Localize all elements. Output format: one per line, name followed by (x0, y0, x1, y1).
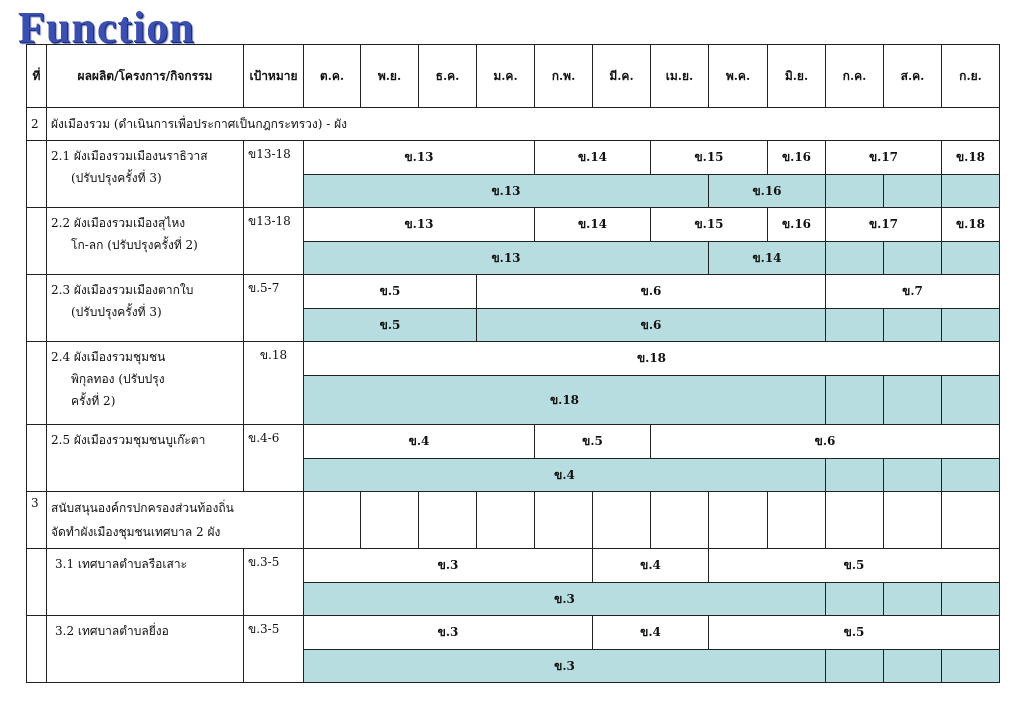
section-row (27, 492, 1000, 549)
item-no (27, 616, 47, 683)
actual-cell-empty (826, 242, 884, 275)
month-cell-empty (477, 492, 535, 549)
actual-cell-empty (826, 650, 884, 683)
plan-cell: ข.4 (593, 616, 709, 650)
plan-cell: ข.13 (304, 208, 535, 242)
item-no (27, 208, 47, 275)
page-title: Function (18, 3, 195, 52)
section-no: 3 (27, 492, 47, 549)
header-month: มิ.ย. (768, 45, 826, 108)
actual-cell: ข.13 (304, 242, 709, 275)
item-name: 3.2 เทศบาลตำบลยี่งอ (47, 616, 244, 683)
section-label: สนับสนุนองค์กรปกครองส่วนท้องถิ่น จัดทำผังเมืองชุมชนเทศบาล 2 ผัง (47, 492, 304, 549)
plan-cell: ข.15 (651, 141, 768, 175)
header-month: ก.ย. (942, 45, 1000, 108)
item-no (27, 275, 47, 342)
month-cell-empty (942, 492, 1000, 549)
item-target: ข13-18 (244, 141, 304, 208)
plan-row (27, 275, 1000, 309)
actual-cell: ข.18 (304, 376, 826, 425)
plan-cell: ข.16 (768, 208, 826, 242)
plan-cell: ข.15 (651, 208, 768, 242)
actual-cell-empty (884, 583, 942, 616)
plan-cell: ข.3 (304, 616, 593, 650)
actual-cell-empty (884, 175, 942, 208)
actual-cell: ข.5 (304, 309, 477, 342)
plan-cell: ข.13 (304, 141, 535, 175)
actual-cell-empty (884, 650, 942, 683)
month-cell-empty (419, 492, 477, 549)
item-target: ข.4-6 (244, 425, 304, 492)
actual-cell: ข.16 (709, 175, 826, 208)
actual-cell-empty (884, 242, 942, 275)
plan-row (27, 549, 1000, 583)
plan-cell: ข.5 (709, 549, 1000, 583)
item-target: ข.5-7 (244, 275, 304, 342)
plan-cell: ข.14 (535, 141, 651, 175)
actual-cell-empty (884, 459, 942, 492)
item-no (27, 425, 47, 492)
section-row (27, 108, 1000, 141)
plan-row (27, 141, 1000, 175)
header-row (27, 45, 1000, 108)
header-month: ก.พ. (535, 45, 593, 108)
header-month: ต.ค. (304, 45, 361, 108)
header-target: เป้าหมาย (244, 45, 304, 108)
actual-cell: ข.6 (477, 309, 826, 342)
item-name: 2.5 ผังเมืองรวมชุมชนบูเก๊ะตา (47, 425, 244, 492)
month-cell-empty (535, 492, 593, 549)
header-month: เม.ย. (651, 45, 709, 108)
item-no (27, 342, 47, 425)
plan-cell: ข.4 (593, 549, 709, 583)
actual-cell: ข.13 (304, 175, 709, 208)
plan-row (27, 616, 1000, 650)
actual-cell-empty (942, 376, 1000, 425)
header-month: พ.ค. (709, 45, 768, 108)
actual-cell-empty (942, 309, 1000, 342)
header-month: ส.ค. (884, 45, 942, 108)
month-cell-empty (768, 492, 826, 549)
actual-cell-empty (826, 309, 884, 342)
header-month: พ.ย. (361, 45, 419, 108)
plan-cell: ข.5 (709, 616, 1000, 650)
actual-cell-empty (826, 583, 884, 616)
actual-cell-empty (826, 376, 884, 425)
month-cell-empty (361, 492, 419, 549)
header-no: ที่ (27, 45, 47, 108)
actual-cell-empty (826, 459, 884, 492)
item-no (27, 549, 47, 616)
item-name: 2.2 ผังเมืองรวมเมืองสุไหง โก-ลก (ปรับปรุงครั้งที่ 2) (47, 208, 244, 275)
month-cell-empty (304, 492, 361, 549)
item-target: ข13-18 (244, 208, 304, 275)
header-item: ผลผลิต/โครงการ/กิจกรรม (47, 45, 244, 108)
plan-cell: ข.5 (304, 275, 477, 309)
section-no: 2 (27, 108, 47, 141)
month-cell-empty (826, 492, 884, 549)
plan-cell: ข.3 (304, 549, 593, 583)
header-month: ม.ค. (477, 45, 535, 108)
schedule-table (26, 44, 1000, 683)
actual-cell-empty (942, 175, 1000, 208)
plan-cell: ข.5 (535, 425, 651, 459)
plan-cell: ข.18 (942, 208, 1000, 242)
plan-cell: ข.6 (477, 275, 826, 309)
actual-cell-empty (942, 459, 1000, 492)
actual-cell-empty (884, 376, 942, 425)
plan-cell: ข.16 (768, 141, 826, 175)
actual-cell-empty (942, 242, 1000, 275)
item-no (27, 141, 47, 208)
actual-cell-empty (826, 175, 884, 208)
section-label: ผังเมืองรวม (ดำเนินการเพื่อประกาศเป็นกฎกระทรวง) - ผัง (47, 108, 1000, 141)
month-cell-empty (709, 492, 768, 549)
month-cell-empty (651, 492, 709, 549)
plan-row (27, 425, 1000, 459)
month-cell-empty (884, 492, 942, 549)
item-target: ข.3-5 (244, 616, 304, 683)
plan-cell: ข.4 (304, 425, 535, 459)
actual-cell: ข.14 (709, 242, 826, 275)
header-month: มี.ค. (593, 45, 651, 108)
header-month: ก.ค. (826, 45, 884, 108)
actual-cell: ข.4 (304, 459, 826, 492)
actual-cell-empty (884, 309, 942, 342)
plan-cell: ข.17 (826, 141, 942, 175)
item-name: 3.1 เทศบาลตำบลรือเสาะ (47, 549, 244, 616)
item-target: ข.18 (244, 342, 304, 425)
plan-cell: ข.14 (535, 208, 651, 242)
item-name: 2.3 ผังเมืองรวมเมืองตากใบ (ปรับปรุงครั้งที่ 3) (47, 275, 244, 342)
plan-cell: ข.7 (826, 275, 1000, 309)
plan-row (27, 342, 1000, 376)
actual-cell: ข.3 (304, 650, 826, 683)
actual-cell-empty (942, 650, 1000, 683)
header-month: ธ.ค. (419, 45, 477, 108)
plan-row (27, 208, 1000, 242)
plan-cell: ข.18 (942, 141, 1000, 175)
plan-cell: ข.18 (304, 342, 1000, 376)
item-target: ข.3-5 (244, 549, 304, 616)
plan-cell: ข.17 (826, 208, 942, 242)
plan-cell: ข.6 (651, 425, 1000, 459)
item-name: 2.4 ผังเมืองรวมชุมชน พิกุลทอง (ปรับปรุง ครั้งที่ 2) (47, 342, 244, 425)
actual-cell: ข.3 (304, 583, 826, 616)
month-cell-empty (593, 492, 651, 549)
actual-cell-empty (942, 583, 1000, 616)
item-name: 2.1 ผังเมืองรวมเมืองนราธิวาส (ปรับปรุงครั้งที่ 3) (47, 141, 244, 208)
